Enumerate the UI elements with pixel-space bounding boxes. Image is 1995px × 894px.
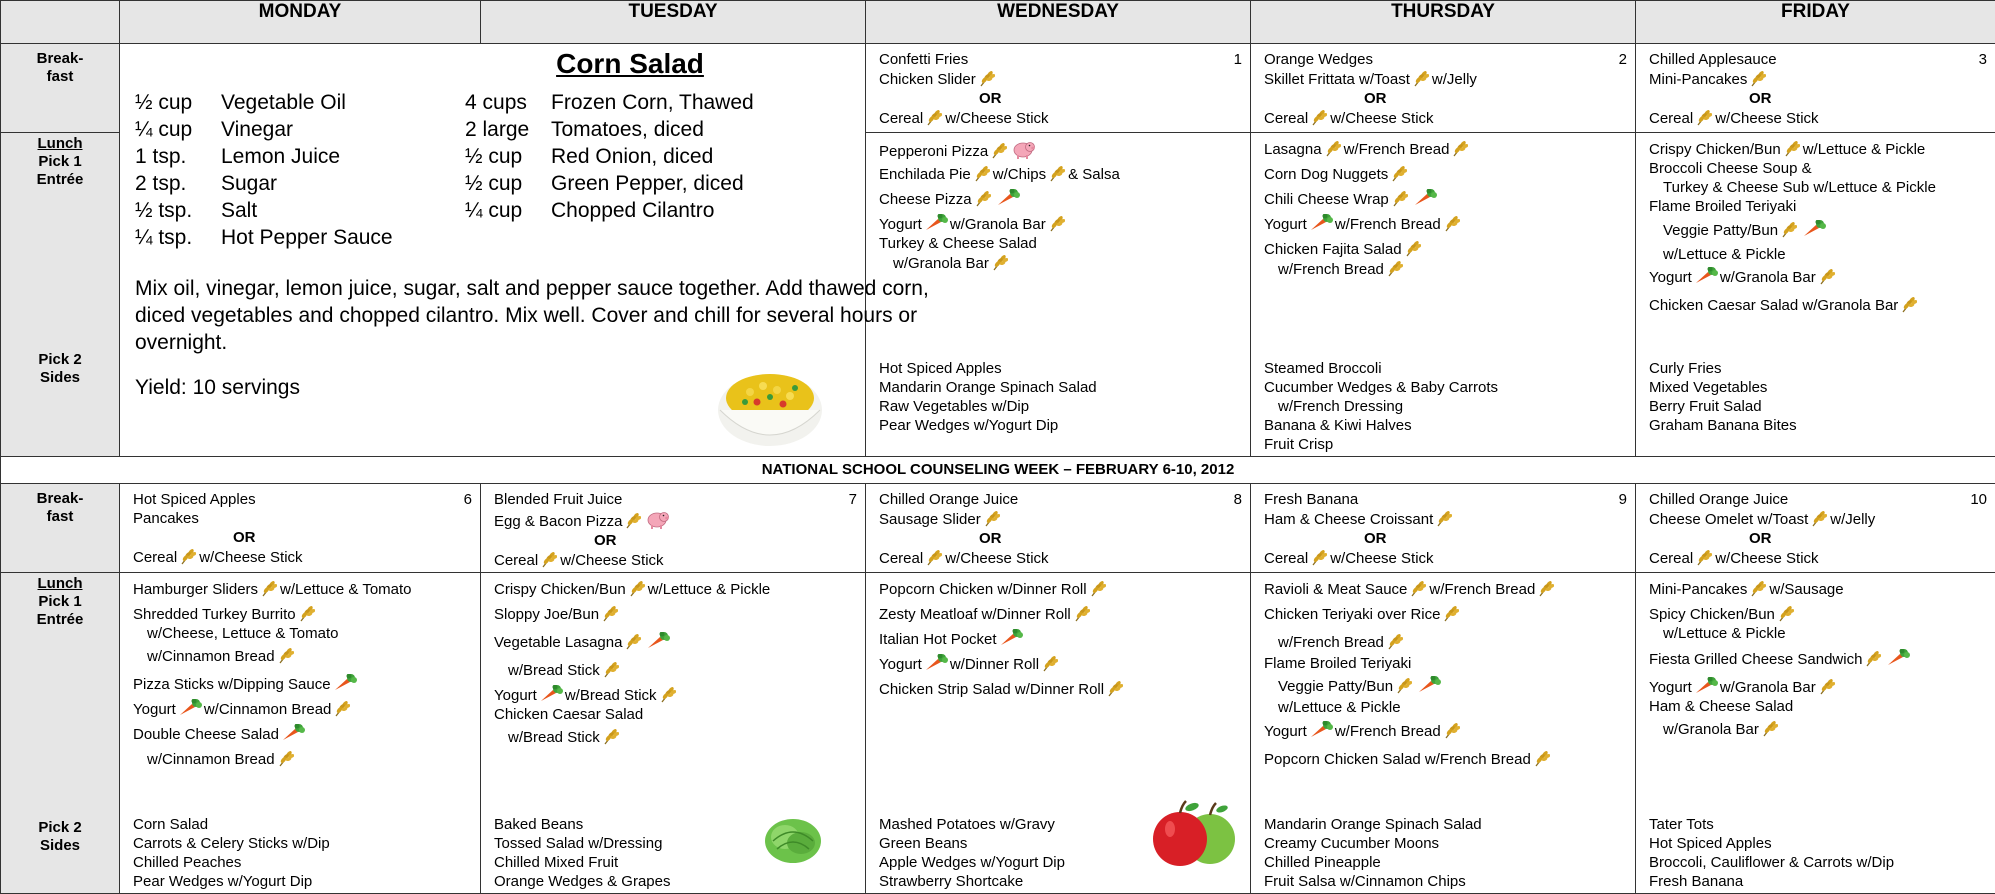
date-number: 8: [1233, 490, 1242, 508]
wheat-icon: [603, 660, 619, 678]
wheat-icon: [278, 646, 294, 664]
week2-lunch-row: [1, 572, 1995, 893]
wheat-icon: [979, 69, 995, 87]
wheat-icon: [261, 579, 277, 597]
sides-list: Mandarin Orange Spinach Salad Creamy Cucumber Moons Chilled Pineapple Fruit Salsa w/Cinnamon Chips: [1264, 816, 1482, 890]
day-cell-wed-1-lunch: Pepperoni Pizza Enchilada Pie w/Chips & Salsa Cheese Pizza Yogurt w/Granola Bar Turkey & Cheese Salad w/Granola Bar Hot Spiced Apples Mandarin Orange Spinach Salad Raw Vegetables w/Dip Pear Wedges w/Yogurt Dip: [866, 133, 1251, 456]
or-label: OR: [1749, 90, 1772, 108]
wheat-icon: [1413, 69, 1429, 87]
ingredient: 2 tsp. Sugar: [135, 172, 278, 196]
date-number: 9: [1618, 490, 1627, 508]
sides-list: Mashed Potatoes w/Gravy Green Beans Apple Wedges w/Yogurt Dip Strawberry Shortcake: [879, 816, 1065, 890]
carrot-broccoli-icon: [1886, 649, 1910, 667]
wheat-icon: [974, 164, 990, 182]
wheat-icon: [975, 189, 991, 207]
row-label-breakfast: Break- fast: [1, 44, 120, 133]
sides-list: Baked Beans Tossed Salad w/Dressing Chilled Mixed Fruit Orange Wedges & Grapes: [494, 816, 671, 890]
wheat-icon: [603, 727, 619, 745]
ingredient: ½ cup Red Onion, diced: [465, 145, 714, 169]
wheat-icon: [1311, 548, 1327, 566]
wheat-icon: [1865, 649, 1881, 667]
wheat-icon: [1781, 220, 1797, 238]
row-label-breakfast: Break- fast: [1, 483, 120, 572]
wheat-icon: [1811, 509, 1827, 527]
wheat-icon: [278, 749, 294, 767]
wheat-icon: [1405, 239, 1421, 257]
wheat-icon: [625, 632, 641, 650]
day-cell-thu-2-lunch: Lasagna w/French Bread Corn Dog Nuggets Chili Cheese Wrap Yogurt w/French Bread Chicken Fajita Salad w/French Bread Steamed Broccoli Cucumber Wedges & Baby Carrots w/French Dressing Banana & Kiwi Halves Fruit Crisp: [1251, 133, 1636, 456]
day-cell-thu-9-lunch: Ravioli & Meat Sauce w/French Bread Chicken Teriyaki over Rice w/French Bread Flame Broiled Teriyaki Veggie Patty/Bun w/Lettuce & Pickle Yogurt w/French Bread Popcorn Chicken Salad w/French Bread Mandarin Orange Spinach Salad Creamy Cucumber Moons Chilled Pineapple Fruit Salsa w/Cinnamon Chips: [1251, 572, 1636, 893]
wheat-icon: [1049, 214, 1065, 232]
carrot-broccoli-icon: [996, 189, 1020, 207]
wheat-icon: [1391, 164, 1407, 182]
wheat-icon: [1387, 632, 1403, 650]
wheat-icon: [625, 511, 641, 529]
wheat-icon: [1090, 579, 1106, 597]
day-header-row: [1, 1, 1995, 44]
day-cell-wed-8-breakfast: 8 Chilled Orange Juice Sausage Slider OR Cereal w/Cheese Stick: [866, 483, 1251, 572]
recipe-card: [120, 44, 929, 456]
wheat-icon: [1392, 189, 1408, 207]
wheat-icon: [299, 604, 315, 622]
wheat-icon: [1444, 721, 1460, 739]
carrot-broccoli-icon: [1417, 676, 1441, 694]
or-label: OR: [233, 528, 256, 546]
row-label-lunch: Lunch Pick 1 Entrée Pick 2 Sides: [1, 133, 120, 456]
corn-salad-bowl-image: [715, 350, 825, 450]
ingredient: ½ cup Vegetable Oil: [135, 91, 346, 115]
wheat-icon: [1387, 259, 1403, 277]
day-cell-tue-7-breakfast: 7 Blended Fruit Juice Egg & Bacon Pizza OR Cereal w/Cheese Stick: [481, 483, 866, 572]
sides-list: Corn Salad Carrots & Celery Sticks w/Dip Chilled Peaches Pear Wedges w/Yogurt Dip: [133, 816, 330, 890]
carrot-broccoli-icon: [178, 699, 202, 717]
ingredient: ½ cup Green Pepper, diced: [465, 172, 744, 196]
carrot-broccoli-icon: [1309, 214, 1333, 232]
wheat-icon: [992, 253, 1008, 271]
wheat-icon: [1410, 579, 1426, 597]
wheat-icon: [1696, 548, 1712, 566]
date-number: 2: [1618, 51, 1627, 69]
day-header-tuesday: TUESDAY: [481, 1, 866, 44]
ingredient: ¼ cup Vinegar: [135, 118, 294, 142]
sides-list: Tater Tots Hot Spiced Apples Broccoli, Cauliflower & Carrots w/Dip Fresh Banana: [1649, 816, 1895, 890]
date-number: 1: [1233, 51, 1242, 69]
ingredient: 1 tsp. Lemon Juice: [135, 145, 341, 169]
lettuce-icon: [763, 813, 823, 865]
carrot-broccoli-icon: [1694, 677, 1718, 695]
day-cell-tue-7-lunch: Crispy Chicken/Bun w/Lettuce & Pickle Sloppy Joe/Bun Vegetable Lasagna w/Bread Stick Yogurt w/Bread Stick Chicken Caesar Salad w/Bread Stick Baked Beans Tossed Salad w/Dressing Chilled Mixed Fruit Orange Wedges & Grapes: [481, 572, 866, 893]
date-number: 3: [1978, 51, 1987, 69]
wheat-icon: [1784, 139, 1800, 157]
recipe-instructions: Mix oil, vinegar, lemon juice, sugar, salt and pepper sauce together. Add thawed corn, diced vegetables and chopped cilantro. Mix well. Cover and chill for several hours or overnight.: [135, 277, 929, 355]
day-header-friday: FRIDAY: [1636, 1, 1995, 44]
wheat-icon: [984, 509, 1000, 527]
date-number: 6: [463, 490, 472, 508]
recipe-yield: Yield: 10 servings: [135, 376, 300, 400]
day-cell-fri-3-lunch: Crispy Chicken/Bun w/Lettuce & Pickle Broccoli Cheese Soup & Turkey & Cheese Sub w/Lettuce & Pickle Flame Broiled Teriyaki Veggie Patty/Bun w/Lettuce & Pickle Yogurt w/Granola Bar Chicken Caesar Salad w/Granola Bar Curly Fries Mixed Vegetables Berry Fruit Salad Graham Banana Bites: [1636, 133, 1995, 456]
carrot-broccoli-icon: [1309, 721, 1333, 739]
day-cell-mon-6-lunch: Hamburger Sliders w/Lettuce & Tomato Shredded Turkey Burrito w/Cheese, Lettuce & Tomato w/Cinnamon Bread Pizza Sticks w/Dipping Sauce Yogurt w/Cinnamon Bread Double Cheese Salad w/Cinnamon Bread Corn Salad Carrots & Celery Sticks w/Dip Chilled Peaches Pear Wedges w/Yogurt Dip: [120, 572, 481, 893]
wheat-icon: [1778, 604, 1794, 622]
wheat-icon: [180, 547, 196, 565]
wheat-icon: [334, 699, 350, 717]
wheat-icon: [1696, 108, 1712, 126]
pig-icon: [1012, 139, 1036, 159]
day-cell-fri-10-breakfast: 10 Chilled Orange Juice Cheese Omelet w/Toast w/Jelly OR Cereal w/Cheese Stick: [1636, 483, 1995, 572]
day-cell-fri-3-breakfast: 3 Chilled Applesauce Mini-Pancakes OR Cereal w/Cheese Stick: [1636, 44, 1995, 133]
day-cell-thu-2-breakfast: 2 Orange Wedges Skillet Frittata w/Toast w/Jelly OR Cereal w/Cheese Stick: [1251, 44, 1636, 133]
wheat-icon: [926, 548, 942, 566]
carrot-broccoli-icon: [924, 654, 948, 672]
wheat-icon: [1819, 677, 1835, 695]
recipe-title: Corn Salad: [556, 48, 704, 80]
day-cell-wed-1-breakfast: 1 Confetti Fries Chicken Slider OR Cereal w/Cheese Stick: [866, 44, 1251, 133]
day-header-wednesday: WEDNESDAY: [866, 1, 1251, 44]
wheat-icon: [1049, 164, 1065, 182]
wheat-icon: [1436, 509, 1452, 527]
carrot-broccoli-icon: [1413, 189, 1437, 207]
ingredient: ½ tsp. Salt: [135, 199, 258, 223]
wheat-icon: [1396, 676, 1412, 694]
week1-breakfast-row: [1, 44, 1995, 133]
wheat-icon: [1325, 139, 1341, 157]
or-label: OR: [1364, 90, 1387, 108]
or-label: OR: [979, 529, 1002, 547]
wheat-icon: [541, 550, 557, 568]
week2-breakfast-row: [1, 483, 1995, 572]
or-label: OR: [979, 90, 1002, 108]
wheat-icon: [1074, 604, 1090, 622]
wheat-icon: [1444, 214, 1460, 232]
pig-icon: [646, 509, 670, 529]
carrot-broccoli-icon: [646, 632, 670, 650]
carrot-broccoli-icon: [924, 214, 948, 232]
or-label: OR: [1364, 529, 1387, 547]
corner-cell: [1, 1, 120, 44]
wheat-icon: [602, 604, 618, 622]
ingredient: ¼ cup Chopped Cilantro: [465, 199, 715, 223]
day-cell-thu-9-breakfast: 9 Fresh Banana Ham & Cheese Croissant OR Cereal w/Cheese Stick: [1251, 483, 1636, 572]
wheat-icon: [1042, 654, 1058, 672]
ingredient: ¼ tsp. Hot Pepper Sauce: [135, 226, 393, 250]
apples-icon: [1150, 799, 1242, 869]
wheat-icon: [1762, 719, 1778, 737]
carrot-broccoli-icon: [539, 685, 563, 703]
day-cell-wed-8-lunch: Popcorn Chicken w/Dinner Roll Zesty Meatloaf w/Dinner Roll Italian Hot Pocket Yogurt w/Dinner Roll Chicken Strip Salad w/Dinner Roll Mashed Potatoes w/Gravy Green Beans Apple Wedges w/Yogurt Dip Strawberry Shortcake: [866, 572, 1251, 893]
wheat-icon: [991, 141, 1007, 159]
sides-list: Steamed Broccoli Cucumber Wedges & Baby Carrots w/French Dressing Banana & Kiwi Halves Fruit Crisp: [1264, 359, 1498, 453]
sides-list: Hot Spiced Apples Mandarin Orange Spinach Salad Raw Vegetables w/Dip Pear Wedges w/Yogurt Dip: [879, 359, 1097, 434]
day-header-thursday: THURSDAY: [1251, 1, 1636, 44]
recipe-ingredients: [135, 89, 865, 251]
wheat-icon: [1750, 69, 1766, 87]
day-header-monday: MONDAY: [120, 1, 481, 44]
sides-list: Curly Fries Mixed Vegetables Berry Fruit Salad Graham Banana Bites: [1649, 359, 1797, 434]
wheat-icon: [1443, 604, 1459, 622]
ingredient: 4 cups Frozen Corn, Thawed: [465, 91, 754, 115]
wheat-icon: [1901, 295, 1917, 313]
wheat-icon: [1538, 579, 1554, 597]
wheat-icon: [1534, 749, 1550, 767]
or-label: OR: [1749, 529, 1772, 547]
or-label: OR: [594, 531, 617, 549]
wheat-icon: [1107, 679, 1123, 697]
wheat-icon: [1452, 139, 1468, 157]
wheat-icon: [1750, 579, 1766, 597]
date-number: 10: [1970, 490, 1987, 508]
carrot-broccoli-icon: [333, 674, 357, 692]
day-cell-fri-10-lunch: Mini-Pancakes w/Sausage Spicy Chicken/Bun w/Lettuce & Pickle Fiesta Grilled Cheese Sandwich Yogurt w/Granola Bar Ham & Cheese Salad w/Granola Bar Tater Tots Hot Spiced Apples Broccoli, Cauliflower & Carrots w/Dip Fresh Banana: [1636, 572, 1995, 893]
carrot-broccoli-icon: [281, 724, 305, 742]
week-banner-row: [1, 456, 1995, 483]
wheat-icon: [629, 579, 645, 597]
wheat-icon: [1819, 267, 1835, 285]
wheat-icon: [926, 108, 942, 126]
wheat-icon: [1311, 108, 1327, 126]
day-cell-mon-6-breakfast: 6 Hot Spiced Apples Pancakes OR Cereal w/Cheese Stick: [120, 483, 481, 572]
carrot-broccoli-icon: [999, 629, 1023, 647]
ingredient: 2 large Tomatoes, diced: [465, 118, 704, 142]
week-banner: NATIONAL SCHOOL COUNSELING WEEK – FEBRUARY 6-10, 2012: [1, 456, 1995, 483]
wheat-icon: [660, 685, 676, 703]
date-number: 7: [848, 490, 857, 508]
carrot-broccoli-icon: [1694, 267, 1718, 285]
row-label-lunch: Lunch Pick 1 Entrée Pick 2 Sides: [1, 572, 120, 893]
carrot-broccoli-icon: [1802, 220, 1826, 238]
